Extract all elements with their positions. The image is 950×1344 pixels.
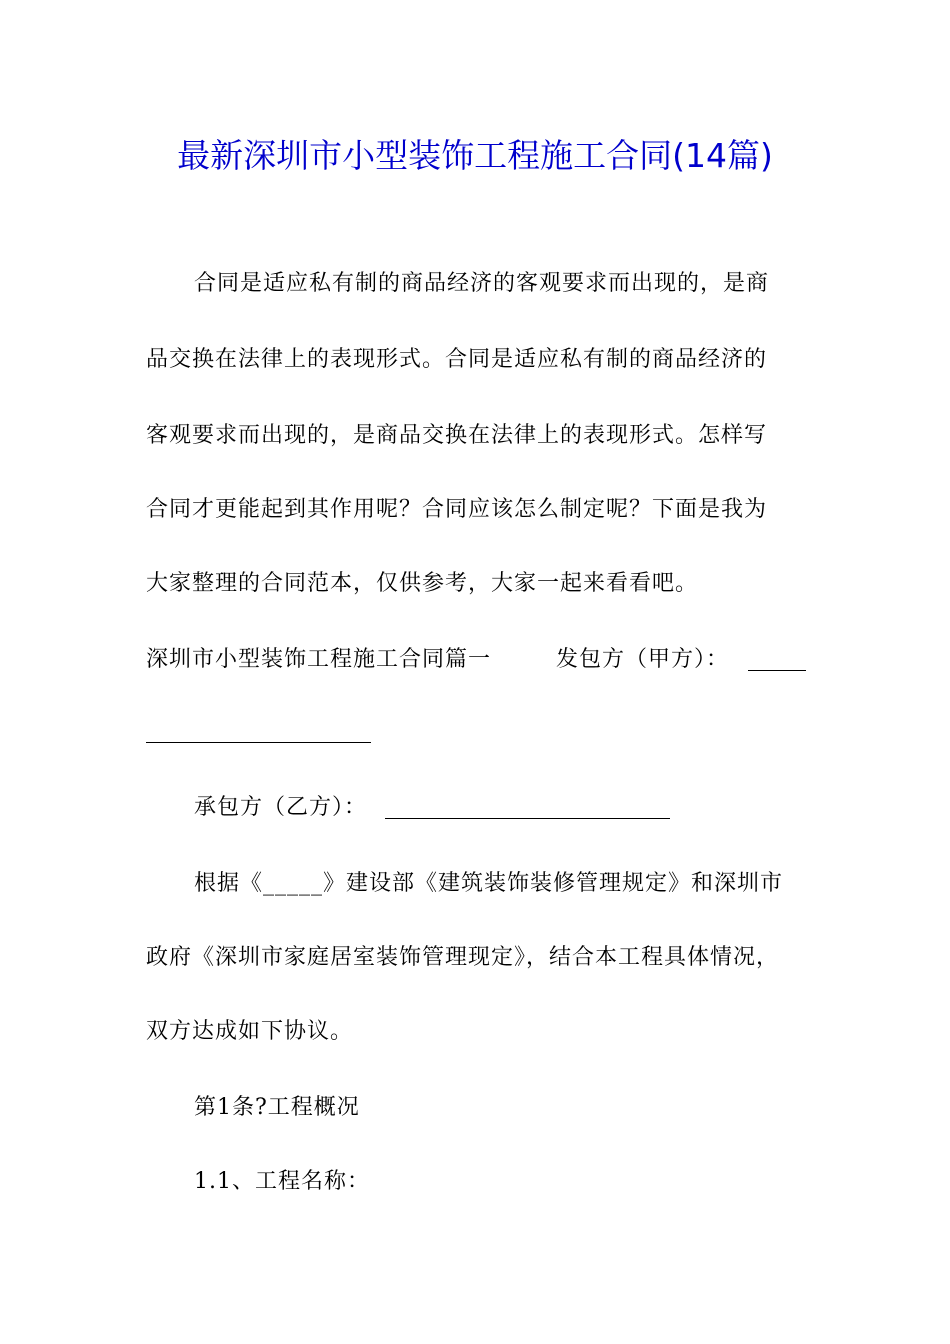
intro-line-5: 大家整理的合同范本，仅供参考，大家一起来看看吧。 <box>146 571 699 596</box>
item-1-1: 1.1、工程名称： <box>194 1169 370 1194</box>
basis-line-2: 政府《深圳市家庭居室装饰管理现定》，结合本工程具体情况， <box>146 945 780 970</box>
intro-line-4: 合同才更能起到其作用呢？合同应该怎么制定呢？下面是我为 <box>146 497 768 522</box>
party-a-blank-2 <box>146 742 371 743</box>
intro-line-3: 客观要求而出现的，是商品交换在法律上的表现形式。怎样写 <box>146 423 768 448</box>
intro-line-2: 品交换在法律上的表现形式。合同是适应私有制的商品经济的 <box>146 347 768 372</box>
section-heading: 深圳市小型装饰工程施工合同篇一 <box>146 647 492 672</box>
article-1-heading: 第1条?工程概况 <box>194 1095 360 1120</box>
party-a-blank-1 <box>748 670 806 671</box>
intro-line-1: 合同是适应私有制的商品经济的客观要求而出现的，是商 <box>194 271 770 296</box>
party-b-label: 承包方（乙方）： <box>194 795 368 820</box>
party-a-label: 发包方（甲方）： <box>556 647 730 672</box>
document-title: 最新深圳市小型装饰工程施工合同(14篇) <box>177 136 773 175</box>
basis-line-1: 根据《_____》建设部《建筑装饰装修管理规定》和深圳市 <box>194 871 784 896</box>
party-b-blank <box>385 818 670 819</box>
basis-line-3: 双方达成如下协议。 <box>146 1019 354 1044</box>
